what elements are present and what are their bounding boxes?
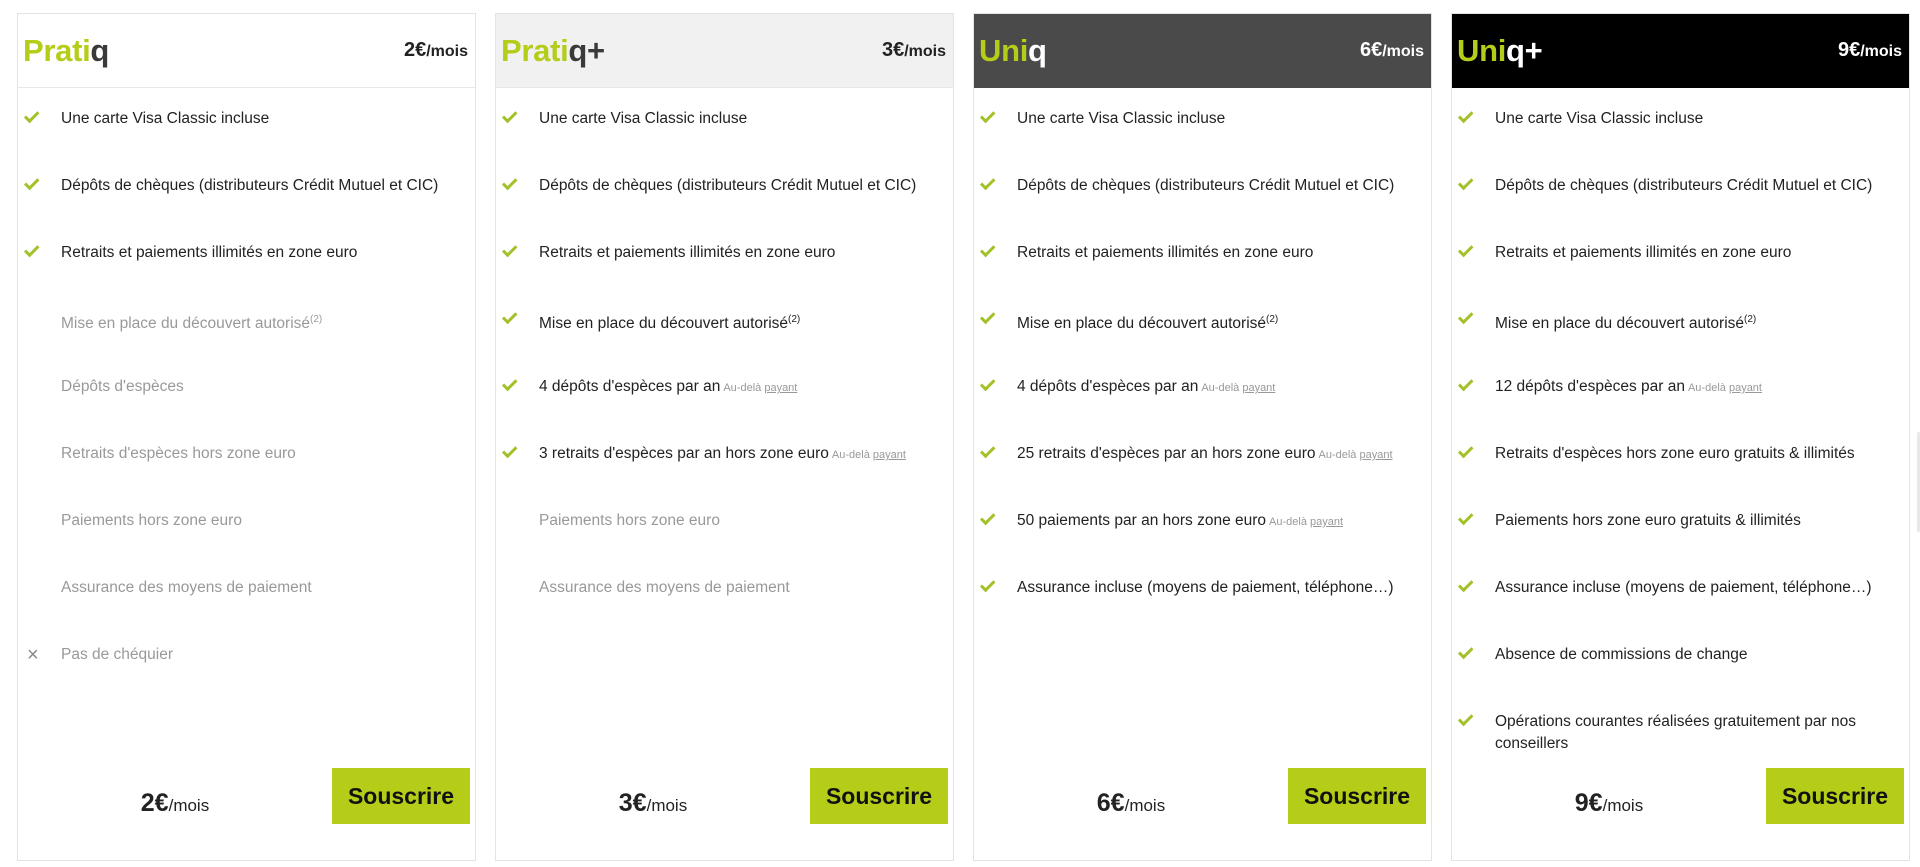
payant-link[interactable]: payant <box>1728 382 1762 394</box>
note-text: Au-delà <box>1687 382 1726 394</box>
footer-price <box>496 775 810 818</box>
feature-mark <box>504 175 539 197</box>
feature-label: Pas de chéquier <box>61 646 174 663</box>
feature-mark <box>26 108 61 130</box>
plan-card-uniq <box>973 13 1432 861</box>
feature-text <box>539 376 943 399</box>
note-text: Au-delà <box>831 449 870 461</box>
feature-mark <box>982 443 1017 465</box>
feature-mark <box>982 510 1017 532</box>
feature-mark <box>1460 175 1495 197</box>
feature-text <box>61 644 465 666</box>
plan-footer <box>496 768 953 824</box>
check-icon <box>502 108 518 124</box>
price-unit: /mois <box>1382 43 1424 60</box>
payant-link[interactable]: payant <box>1359 449 1393 461</box>
header-price <box>882 39 946 62</box>
feature-mark <box>1460 376 1495 398</box>
feature-label: Dépôts de chèques (distributeurs Crédit Mutuel et CIC) <box>61 177 439 194</box>
check-icon <box>1458 309 1474 325</box>
check-icon <box>980 510 996 526</box>
price-amount: 6€ <box>1096 788 1125 817</box>
plan-name-rest: q+ <box>1506 32 1543 68</box>
feature-list <box>1452 88 1909 764</box>
feature-label: Une carte Visa Classic incluse <box>1495 110 1704 127</box>
feature-item <box>496 429 953 496</box>
feature-mark <box>982 309 1017 331</box>
footer-price <box>1452 775 1766 818</box>
footnote-ref: (2) <box>310 314 323 325</box>
feature-item <box>18 496 475 563</box>
plan-footer <box>1452 768 1909 824</box>
feature-text <box>539 577 943 599</box>
feature-label: Retraits et paiements illimités en zone euro <box>61 244 358 261</box>
feature-item <box>1452 228 1909 295</box>
feature-mark <box>982 577 1017 599</box>
price-amount: 2€ <box>140 788 169 817</box>
plan-name <box>979 33 1047 69</box>
feature-mark <box>26 376 61 398</box>
feature-item <box>496 228 953 295</box>
feature-item <box>18 362 475 429</box>
feature-label: Retraits d'espèces hors zone euro <box>61 445 296 462</box>
feature-mark <box>26 242 61 264</box>
feature-mark <box>504 108 539 130</box>
check-icon <box>980 108 996 124</box>
feature-text <box>1495 510 1899 532</box>
feature-label: Assurance incluse (moyens de paiement, téléphone…) <box>1495 579 1872 596</box>
subscribe-button-pratiq-plus[interactable]: Souscrire <box>810 768 948 824</box>
payant-link[interactable]: payant <box>872 449 906 461</box>
feature-item <box>1452 496 1909 563</box>
check-icon <box>502 242 518 258</box>
price-amount: 9€ <box>1574 788 1603 817</box>
feature-text <box>539 510 943 532</box>
plan-name <box>501 33 605 69</box>
plan-card-pratiq-plus <box>495 13 954 861</box>
price-amount: 6€ <box>1359 39 1383 61</box>
plan-name-rest: q <box>90 32 110 68</box>
price-amount: 2€ <box>403 39 427 61</box>
feature-mark <box>26 644 61 666</box>
feature-item <box>496 94 953 161</box>
feature-label: Dépôts de chèques (distributeurs Crédit Mutuel et CIC) <box>1017 177 1395 194</box>
feature-item <box>1452 362 1909 429</box>
feature-label: 3 retraits d'espèces par an hors zone euro <box>539 445 829 462</box>
feature-mark <box>504 510 539 532</box>
check-icon <box>1458 577 1474 593</box>
subscribe-button-uniq-plus[interactable]: Souscrire <box>1766 768 1904 824</box>
payant-link[interactable]: payant <box>1242 382 1276 394</box>
feature-text <box>539 443 943 466</box>
feature-label: Dépôts de chèques (distributeurs Crédit Mutuel et CIC) <box>539 177 917 194</box>
feature-mark <box>1460 510 1495 532</box>
feature-mark <box>1460 711 1495 733</box>
feature-text <box>1495 175 1899 197</box>
feature-mark <box>982 242 1017 264</box>
plan-header <box>974 14 1431 88</box>
footer-price <box>18 775 332 818</box>
plan-header <box>1452 14 1909 88</box>
note-text: Au-delà <box>1269 516 1307 528</box>
feature-mark <box>1460 309 1495 331</box>
pricing-plans <box>17 13 1910 861</box>
price-unit: /mois <box>646 795 688 815</box>
check-icon <box>1458 242 1474 258</box>
check-icon <box>1458 376 1474 392</box>
feature-mark <box>1460 443 1495 465</box>
feature-text <box>1017 309 1421 335</box>
feature-mark <box>504 577 539 599</box>
feature-text <box>539 309 943 335</box>
feature-mark <box>1460 644 1495 666</box>
price-amount: 3€ <box>618 788 647 817</box>
feature-text <box>61 510 465 532</box>
feature-label: Assurance des moyens de paiement <box>539 579 790 596</box>
check-icon <box>502 443 518 459</box>
price-amount: 9€ <box>1837 39 1861 61</box>
header-price <box>404 39 468 62</box>
feature-item <box>1452 161 1909 228</box>
feature-note <box>1201 382 1275 394</box>
check-icon <box>980 242 996 258</box>
feature-label: Retraits d'espèces hors zone euro gratuits & illimités <box>1495 445 1855 462</box>
feature-label: Retraits et paiements illimités en zone euro <box>1495 244 1792 261</box>
feature-item <box>974 94 1431 161</box>
feature-item <box>18 630 475 697</box>
plan-name <box>1457 33 1543 69</box>
check-icon <box>502 376 518 392</box>
feature-item <box>1452 630 1909 697</box>
feature-item <box>496 362 953 429</box>
feature-text <box>1017 510 1421 533</box>
feature-label: Mise en place du découvert autorisé <box>61 315 311 333</box>
feature-text <box>1017 443 1421 466</box>
feature-item <box>18 94 475 161</box>
plan-footer <box>18 768 475 824</box>
check-icon <box>1458 443 1474 459</box>
check-icon <box>1458 644 1474 660</box>
feature-text <box>61 309 465 335</box>
feature-item <box>1452 429 1909 496</box>
feature-text <box>1495 242 1899 264</box>
feature-label: Assurance incluse (moyens de paiement, téléphone…) <box>1017 579 1394 596</box>
check-icon <box>24 175 40 191</box>
feature-label: Assurance des moyens de paiement <box>61 579 312 596</box>
feature-mark <box>982 376 1017 398</box>
feature-label: Une carte Visa Classic incluse <box>1017 110 1226 127</box>
feature-item <box>974 161 1431 228</box>
footer-price <box>974 775 1288 818</box>
feature-mark <box>504 309 539 331</box>
feature-text <box>1017 242 1421 264</box>
feature-item <box>18 295 475 362</box>
feature-item <box>496 295 953 362</box>
check-icon <box>980 175 996 191</box>
check-icon <box>24 108 40 124</box>
feature-list <box>496 88 953 630</box>
feature-text <box>61 175 465 197</box>
check-icon <box>502 309 518 325</box>
feature-text <box>539 242 943 264</box>
feature-label: 4 dépôts d'espèces par an <box>539 378 721 395</box>
header-price <box>1838 39 1902 62</box>
price-unit: /mois <box>1124 795 1166 815</box>
note-text: Au-delà <box>1318 449 1357 461</box>
feature-mark <box>504 443 539 465</box>
header-price <box>1360 39 1424 62</box>
plan-card-pratiq <box>17 13 476 861</box>
price-unit: /mois <box>1602 795 1644 815</box>
feature-mark <box>26 309 61 331</box>
feature-text <box>61 108 465 130</box>
feature-mark <box>26 443 61 465</box>
plan-header <box>18 14 475 88</box>
price-amount: 3€ <box>881 39 905 61</box>
note-text: Au-delà <box>723 382 762 394</box>
plan-name <box>23 33 109 69</box>
feature-note <box>1269 516 1343 528</box>
feature-label: 50 paiements par an hors zone euro <box>1017 512 1267 529</box>
feature-label: Une carte Visa Classic incluse <box>61 110 270 127</box>
feature-label: 12 dépôts d'espèces par an <box>1495 378 1685 395</box>
feature-label: Dépôts de chèques (distributeurs Crédit Mutuel et CIC) <box>1495 177 1873 194</box>
feature-label: Paiements hors zone euro <box>61 512 242 529</box>
feature-item <box>974 496 1431 563</box>
feature-list <box>974 88 1431 630</box>
plan-name-rest: q <box>1028 32 1047 68</box>
note-text: Au-delà <box>1201 382 1240 394</box>
footnote-ref: (2) <box>1744 314 1757 325</box>
feature-item <box>974 228 1431 295</box>
price-unit: /mois <box>168 795 210 815</box>
footnote-ref: (2) <box>788 314 801 325</box>
feature-text <box>61 443 465 465</box>
cross-icon: × <box>27 644 39 666</box>
check-icon <box>1458 711 1474 727</box>
payant-link[interactable]: payant <box>1310 516 1344 528</box>
feature-mark <box>504 242 539 264</box>
check-icon <box>1458 175 1474 191</box>
plan-name-accent: Uni <box>1457 32 1507 68</box>
feature-mark <box>982 175 1017 197</box>
feature-label: Opérations courantes réalisées gratuitement par nos conseillers <box>1495 713 1857 752</box>
feature-item <box>18 228 475 295</box>
feature-item <box>974 295 1431 362</box>
feature-mark <box>26 577 61 599</box>
feature-item <box>974 362 1431 429</box>
check-icon <box>1458 108 1474 124</box>
subscribe-button-uniq[interactable]: Souscrire <box>1288 768 1426 824</box>
payant-link[interactable]: payant <box>764 382 798 394</box>
feature-item <box>1452 295 1909 362</box>
check-icon <box>980 443 996 459</box>
feature-text <box>539 175 943 197</box>
feature-text <box>1495 577 1899 599</box>
feature-text <box>1495 108 1899 130</box>
feature-label: 4 dépôts d'espèces par an <box>1017 378 1199 395</box>
subscribe-button-pratiq[interactable]: Souscrire <box>332 768 470 824</box>
check-icon <box>24 242 40 258</box>
feature-mark <box>26 175 61 197</box>
feature-label: Absence de commissions de change <box>1495 646 1748 663</box>
feature-item <box>496 563 953 630</box>
check-icon <box>980 309 996 325</box>
price-unit: /mois <box>904 43 946 60</box>
feature-label: Mise en place du découvert autorisé <box>539 315 789 333</box>
check-icon <box>502 175 518 191</box>
footnote-ref: (2) <box>1266 314 1279 325</box>
feature-note <box>1319 449 1393 461</box>
feature-list <box>18 88 475 697</box>
plan-header <box>496 14 953 88</box>
feature-text <box>61 577 465 599</box>
feature-text <box>1017 376 1421 399</box>
feature-text <box>1017 175 1421 197</box>
price-unit: /mois <box>426 43 468 60</box>
feature-text <box>539 108 943 130</box>
feature-mark <box>982 108 1017 130</box>
plan-name-rest: q+ <box>568 32 605 68</box>
feature-item <box>974 429 1431 496</box>
feature-item <box>1452 563 1909 630</box>
feature-note <box>1688 382 1762 394</box>
feature-item <box>974 563 1431 630</box>
feature-text <box>1495 711 1899 755</box>
feature-item <box>18 429 475 496</box>
feature-mark <box>1460 242 1495 264</box>
feature-text <box>1017 108 1421 130</box>
feature-mark <box>26 510 61 532</box>
feature-label: Mise en place du découvert autorisé <box>1017 315 1267 333</box>
feature-label: Retraits et paiements illimités en zone euro <box>539 244 836 261</box>
check-icon <box>980 577 996 593</box>
feature-label: Paiements hors zone euro gratuits & illimités <box>1495 512 1801 529</box>
feature-mark <box>1460 577 1495 599</box>
feature-item <box>1452 94 1909 161</box>
feature-text <box>1017 577 1421 599</box>
plan-name-accent: Prati <box>23 32 91 68</box>
feature-text <box>1495 309 1899 335</box>
feature-label: Retraits et paiements illimités en zone euro <box>1017 244 1314 261</box>
feature-item <box>496 161 953 228</box>
plan-footer <box>974 768 1431 824</box>
check-icon <box>980 376 996 392</box>
feature-note <box>723 382 797 394</box>
feature-text <box>1495 644 1899 666</box>
feature-text <box>1495 376 1899 399</box>
feature-mark <box>504 376 539 398</box>
feature-text <box>61 242 465 264</box>
plan-name-accent: Uni <box>979 32 1029 68</box>
feature-label: 25 retraits d'espèces par an hors zone euro <box>1017 445 1316 462</box>
feature-label: Mise en place du découvert autorisé <box>1495 315 1745 333</box>
feature-label: Dépôts d'espèces <box>61 378 184 395</box>
feature-text <box>61 376 465 398</box>
feature-label: Une carte Visa Classic incluse <box>539 110 748 127</box>
feature-mark <box>1460 108 1495 130</box>
feature-label: Paiements hors zone euro <box>539 512 720 529</box>
feature-item <box>496 496 953 563</box>
plan-card-uniq-plus <box>1451 13 1910 861</box>
check-icon <box>1458 510 1474 526</box>
feature-item <box>18 161 475 228</box>
plan-name-accent: Prati <box>501 32 569 68</box>
feature-text <box>1495 443 1899 465</box>
price-unit: /mois <box>1860 43 1902 60</box>
feature-item <box>1452 697 1909 764</box>
feature-note <box>832 449 906 461</box>
feature-item <box>18 563 475 630</box>
